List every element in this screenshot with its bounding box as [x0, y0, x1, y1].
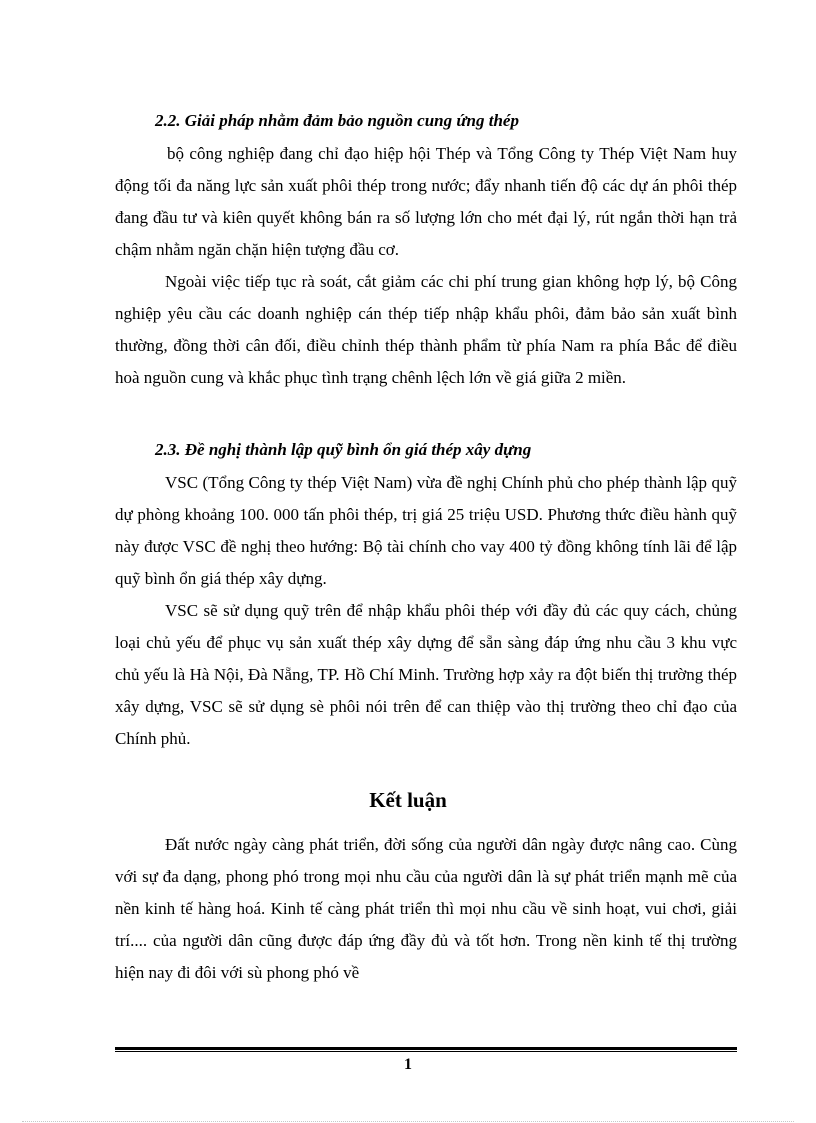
- paragraph-2-2-1: [115, 138, 737, 266]
- conclusion-title: Kết luận: [369, 788, 447, 812]
- paragraph-text: bộ công nghiệp đang chỉ đạo hiệp hội Thép và Tổng Công ty Thép Việt Nam huy động tối đa năng lực sản xuất phôi thép trong nước; đẩy nhanh tiến độ các dự án phôi thép đang đầu tư và kiên quyết không bán ra số lượng lớn cho mét đại lý, rút ngắn thời hạn trả chậm nhằm ngăn chặn hiện tượng đầu cơ.: [115, 144, 737, 259]
- paragraph-text: Đất nước ngày càng phát triển, đời sống của người dân ngày được nâng cao. Cùng với sự đa dạng, phong phó trong mọi nhu cầu của người dân là sự phát triển mạnh mẽ của nền kinh tế hàng hoá. Kinh tế càng phát triển thì mọi nhu cầu về sinh hoạt, vui chơi, giải trí.... của người dân cũng được đáp ứng đầy đủ và tốt hơn. Trong nền kinh tế thị trường hiện nay đi đôi với sù phong phó về: [115, 835, 737, 982]
- section-heading-2-3: 2.3. Đề nghị thành lập quỹ bình ổn giá thép xây dựng: [155, 440, 532, 459]
- section-heading-2-2: 2.2. Giải pháp nhằm đảm bảo nguồn cung ứng thép: [155, 111, 519, 130]
- paragraph-text: Ngoài việc tiếp tục rà soát, cắt giảm các chi phí trung gian không hợp lý, bộ Công nghiệp yêu cầu các doanh nghiệp cán thép tiếp nhập khẩu phôi, đảm bảo sản xuất bình thường, đồng thời cân đối, điều chỉnh thép thành phẩm từ phía Nam ra phía Bắc để điều hoà nguồn cung và khắc phục tình trạng chênh lệch lớn về giá giữa 2 miền.: [115, 272, 737, 387]
- paragraph-2-3-2: [115, 595, 737, 755]
- page-edge-line: [22, 1121, 794, 1122]
- paragraph-2-2-2: [115, 266, 737, 394]
- footer-divider: [115, 1047, 737, 1052]
- conclusion-paragraph: [115, 829, 737, 989]
- paragraph-2-3-1: [115, 467, 737, 595]
- paragraph-text: VSC (Tổng Công ty thép Việt Nam) vừa đề nghị Chính phủ cho phép thành lập quỹ dự phòng khoảng 100. 000 tấn phôi thép, trị giá 25 triệu USD. Phương thức điều hành quỹ này được VSC đề nghị theo hướng: Bộ tài chính cho vay 400 tỷ đồng không tính lãi để lập quỹ bình ổn giá thép xây dựng.: [115, 473, 737, 588]
- page-number: 1: [404, 1056, 412, 1073]
- paragraph-text: VSC sẽ sử dụng quỹ trên để nhập khẩu phôi thép với đầy đủ các quy cách, chủng loại chủ yếu để phục vụ sản xuất thép xây dựng để sẵn sàng đáp ứng nhu cầu 3 khu vực chủ yếu là Hà Nội, Đà Nẵng, TP. Hồ Chí Minh. Trường hợp xảy ra đột biến thị trường thép xây dựng, VSC sẽ sử dụng sè phôi nói trên để can thiệp vào thị trường theo chỉ đạo của Chính phủ.: [115, 601, 737, 748]
